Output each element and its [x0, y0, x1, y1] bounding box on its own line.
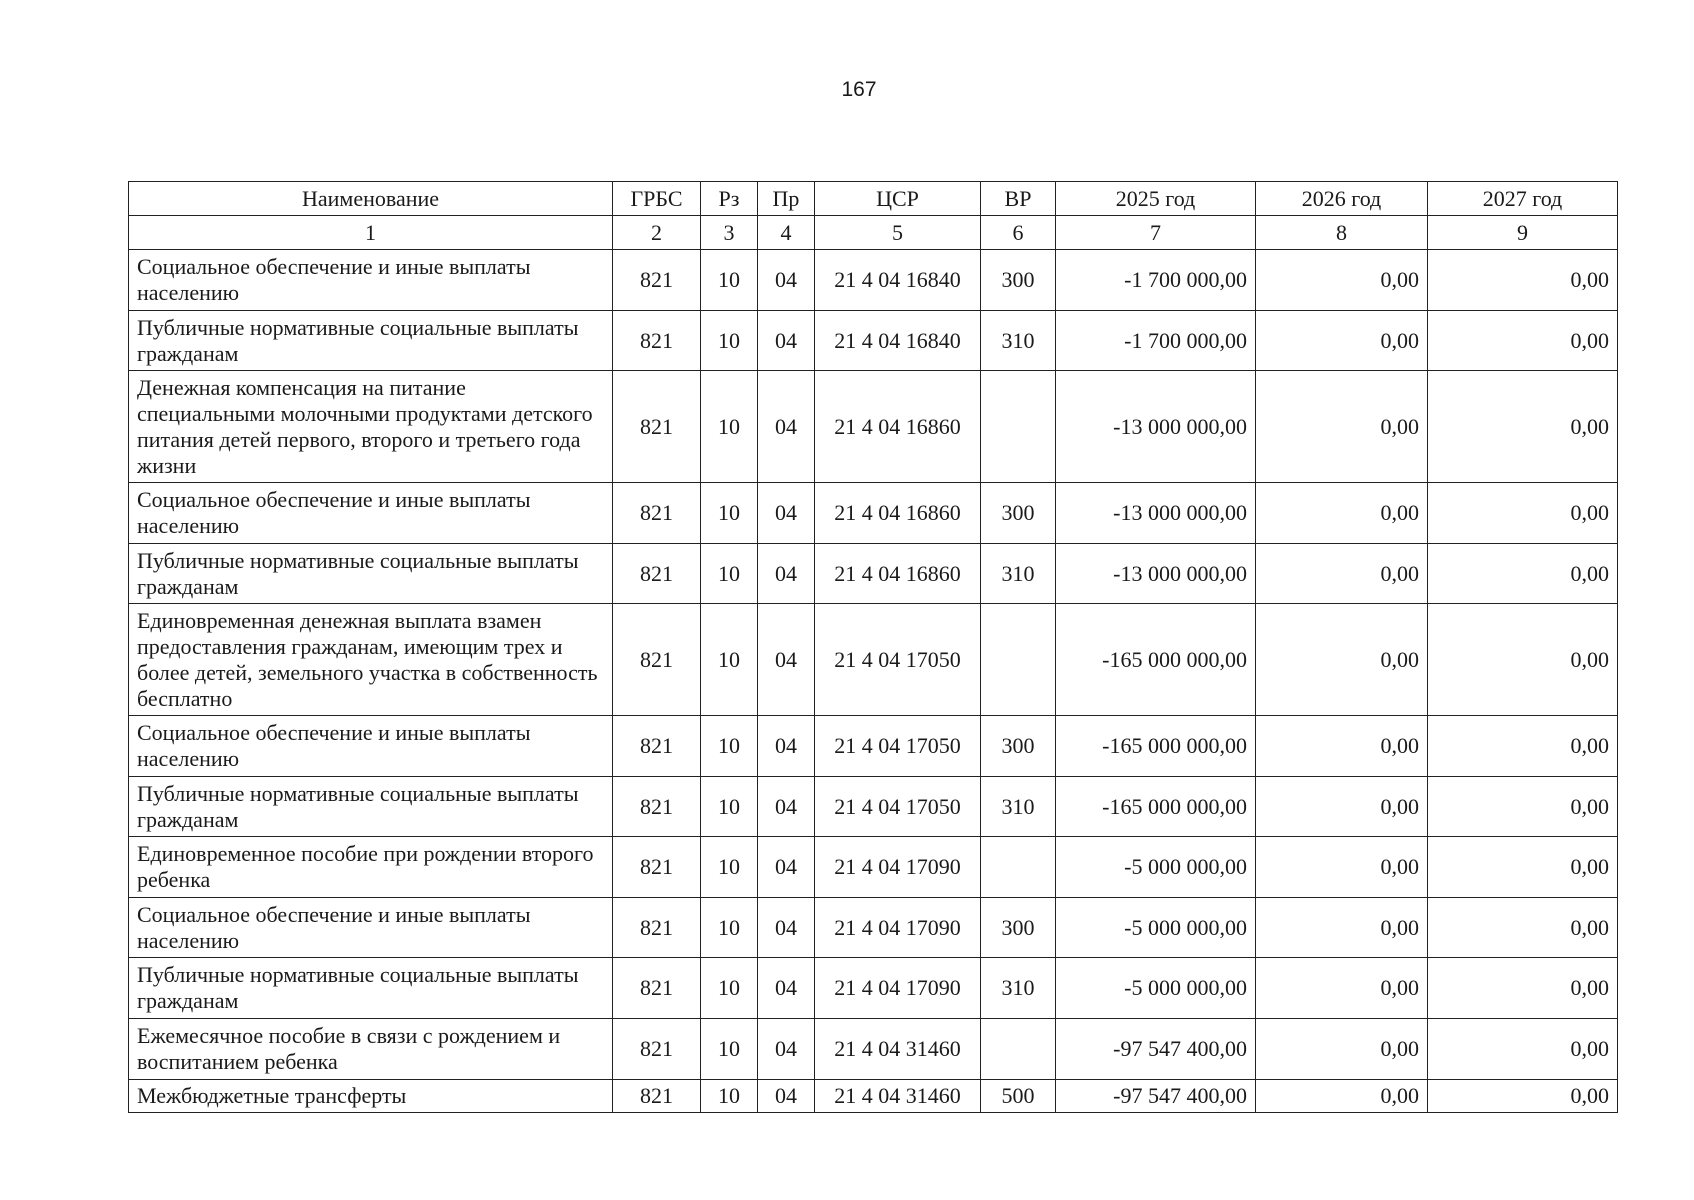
table-row [129, 250, 1618, 311]
table-row [129, 1019, 1618, 1080]
vr-cell: 310 [981, 544, 1056, 604]
table-row [129, 371, 1618, 483]
column-number: 6 [981, 216, 1056, 250]
grbs-cell: 821 [613, 958, 701, 1019]
amount-2027-cell: 0,00 [1428, 898, 1618, 958]
amount-2026-cell: 0,00 [1256, 777, 1428, 837]
grbs-cell: 821 [613, 1019, 701, 1080]
grbs-cell: 821 [613, 483, 701, 544]
header-2027: 2027 год [1428, 182, 1618, 216]
column-number: 7 [1056, 216, 1256, 250]
vr-cell [981, 1019, 1056, 1080]
pr-cell: 04 [758, 483, 815, 544]
grbs-cell: 821 [613, 544, 701, 604]
pr-cell: 04 [758, 1080, 815, 1113]
pr-cell: 04 [758, 777, 815, 837]
pr-cell: 04 [758, 371, 815, 483]
header-rz: Рз [701, 182, 758, 216]
amount-2027-cell: 0,00 [1428, 544, 1618, 604]
amount-2027-cell: 0,00 [1428, 958, 1618, 1019]
row-name-cell: Социальное обеспечение и иные выплаты населению [129, 898, 613, 958]
row-name-cell: Публичные нормативные социальные выплаты гражданам [129, 777, 613, 837]
rz-cell: 10 [701, 483, 758, 544]
amount-2026-cell: 0,00 [1256, 483, 1428, 544]
pr-cell: 04 [758, 1019, 815, 1080]
column-number: 2 [613, 216, 701, 250]
table-row [129, 716, 1618, 777]
amount-2025-cell: -5 000 000,00 [1056, 958, 1256, 1019]
rz-cell: 10 [701, 716, 758, 777]
column-number-row [129, 216, 1618, 250]
rz-cell: 10 [701, 958, 758, 1019]
pr-cell: 04 [758, 837, 815, 898]
amount-2026-cell: 0,00 [1256, 837, 1428, 898]
column-number: 3 [701, 216, 758, 250]
row-name-cell: Социальное обеспечение и иные выплаты населению [129, 483, 613, 544]
header-vr: ВР [981, 182, 1056, 216]
vr-cell: 500 [981, 1080, 1056, 1113]
amount-2027-cell: 0,00 [1428, 716, 1618, 777]
csr-cell: 21 4 04 16840 [815, 250, 981, 311]
vr-cell: 300 [981, 716, 1056, 777]
csr-cell: 21 4 04 16840 [815, 311, 981, 371]
pr-cell: 04 [758, 716, 815, 777]
csr-cell: 21 4 04 17050 [815, 604, 981, 716]
row-name-cell: Социальное обеспечение и иные выплаты населению [129, 250, 613, 311]
amount-2026-cell: 0,00 [1256, 716, 1428, 777]
csr-cell: 21 4 04 17090 [815, 837, 981, 898]
row-name-cell: Публичные нормативные социальные выплаты гражданам [129, 311, 613, 371]
amount-2026-cell: 0,00 [1256, 604, 1428, 716]
amount-2027-cell: 0,00 [1428, 371, 1618, 483]
vr-cell: 300 [981, 250, 1056, 311]
vr-cell: 300 [981, 898, 1056, 958]
table-row [129, 311, 1618, 371]
row-name-cell: Единовременная денежная выплата взамен предоставления гражданам, имеющим трех и более детей, земельного участка в собственность бесплатно [129, 604, 613, 716]
grbs-cell: 821 [613, 777, 701, 837]
amount-2026-cell: 0,00 [1256, 371, 1428, 483]
table-row [129, 1080, 1618, 1113]
amount-2026-cell: 0,00 [1256, 1019, 1428, 1080]
amount-2025-cell: -5 000 000,00 [1056, 898, 1256, 958]
column-number: 4 [758, 216, 815, 250]
amount-2025-cell: -165 000 000,00 [1056, 604, 1256, 716]
header-2025: 2025 год [1056, 182, 1256, 216]
amount-2027-cell: 0,00 [1428, 837, 1618, 898]
grbs-cell: 821 [613, 311, 701, 371]
amount-2026-cell: 0,00 [1256, 1080, 1428, 1113]
amount-2026-cell: 0,00 [1256, 898, 1428, 958]
table-row [129, 837, 1618, 898]
csr-cell: 21 4 04 16860 [815, 544, 981, 604]
amount-2025-cell: -165 000 000,00 [1056, 777, 1256, 837]
amount-2025-cell: -1 700 000,00 [1056, 250, 1256, 311]
amount-2025-cell: -13 000 000,00 [1056, 483, 1256, 544]
vr-cell: 300 [981, 483, 1056, 544]
amount-2027-cell: 0,00 [1428, 1080, 1618, 1113]
vr-cell: 310 [981, 777, 1056, 837]
grbs-cell: 821 [613, 604, 701, 716]
rz-cell: 10 [701, 777, 758, 837]
column-number: 5 [815, 216, 981, 250]
pr-cell: 04 [758, 311, 815, 371]
rz-cell: 10 [701, 250, 758, 311]
table-row [129, 483, 1618, 544]
pr-cell: 04 [758, 544, 815, 604]
grbs-cell: 821 [613, 371, 701, 483]
amount-2025-cell: -165 000 000,00 [1056, 716, 1256, 777]
rz-cell: 10 [701, 544, 758, 604]
rz-cell: 10 [701, 837, 758, 898]
amount-2027-cell: 0,00 [1428, 250, 1618, 311]
amount-2025-cell: -1 700 000,00 [1056, 311, 1256, 371]
vr-cell [981, 837, 1056, 898]
amount-2025-cell: -13 000 000,00 [1056, 371, 1256, 483]
amount-2027-cell: 0,00 [1428, 311, 1618, 371]
grbs-cell: 821 [613, 837, 701, 898]
header-grbs: ГРБС [613, 182, 701, 216]
column-number: 8 [1256, 216, 1428, 250]
header-row [129, 182, 1618, 216]
row-name-cell: Публичные нормативные социальные выплаты гражданам [129, 544, 613, 604]
pr-cell: 04 [758, 604, 815, 716]
grbs-cell: 821 [613, 898, 701, 958]
header-2026: 2026 год [1256, 182, 1428, 216]
rz-cell: 10 [701, 1019, 758, 1080]
grbs-cell: 821 [613, 250, 701, 311]
rz-cell: 10 [701, 371, 758, 483]
header-pr: Пр [758, 182, 815, 216]
pr-cell: 04 [758, 958, 815, 1019]
table-body [129, 250, 1618, 1113]
page-number: 167 [841, 78, 877, 101]
rz-cell: 10 [701, 1080, 758, 1113]
rz-cell: 10 [701, 311, 758, 371]
csr-cell: 21 4 04 16860 [815, 483, 981, 544]
amount-2025-cell: -5 000 000,00 [1056, 837, 1256, 898]
amount-2026-cell: 0,00 [1256, 250, 1428, 311]
amount-2027-cell: 0,00 [1428, 1019, 1618, 1080]
row-name-cell: Денежная компенсация на питание специальными молочными продуктами детского питания детей первого, второго и третьего года жизни [129, 371, 613, 483]
csr-cell: 21 4 04 17090 [815, 898, 981, 958]
pr-cell: 04 [758, 250, 815, 311]
amount-2026-cell: 0,00 [1256, 544, 1428, 604]
vr-cell [981, 604, 1056, 716]
column-number: 9 [1428, 216, 1618, 250]
amount-2027-cell: 0,00 [1428, 777, 1618, 837]
csr-cell: 21 4 04 16860 [815, 371, 981, 483]
amount-2026-cell: 0,00 [1256, 311, 1428, 371]
row-name-cell: Публичные нормативные социальные выплаты гражданам [129, 958, 613, 1019]
csr-cell: 21 4 04 17090 [815, 958, 981, 1019]
row-name-cell: Единовременное пособие при рождении второго ребенка [129, 837, 613, 898]
rz-cell: 10 [701, 898, 758, 958]
grbs-cell: 821 [613, 716, 701, 777]
table-row [129, 604, 1618, 716]
csr-cell: 21 4 04 17050 [815, 716, 981, 777]
grbs-cell: 821 [613, 1080, 701, 1113]
table-row [129, 544, 1618, 604]
vr-cell: 310 [981, 958, 1056, 1019]
vr-cell: 310 [981, 311, 1056, 371]
amount-2025-cell: -97 547 400,00 [1056, 1080, 1256, 1113]
amount-2027-cell: 0,00 [1428, 483, 1618, 544]
pr-cell: 04 [758, 898, 815, 958]
rz-cell: 10 [701, 604, 758, 716]
table-row [129, 958, 1618, 1019]
header-name: Наименование [129, 182, 613, 216]
header-csr: ЦСР [815, 182, 981, 216]
vr-cell [981, 371, 1056, 483]
amount-2026-cell: 0,00 [1256, 958, 1428, 1019]
csr-cell: 21 4 04 31460 [815, 1019, 981, 1080]
amount-2025-cell: -97 547 400,00 [1056, 1019, 1256, 1080]
amount-2027-cell: 0,00 [1428, 604, 1618, 716]
csr-cell: 21 4 04 17050 [815, 777, 981, 837]
amount-2025-cell: -13 000 000,00 [1056, 544, 1256, 604]
table-row [129, 898, 1618, 958]
table-row [129, 777, 1618, 837]
budget-table [128, 181, 1618, 1113]
row-name-cell: Социальное обеспечение и иные выплаты населению [129, 716, 613, 777]
column-number: 1 [129, 216, 613, 250]
row-name-cell: Ежемесячное пособие в связи с рождением и воспитанием ребенка [129, 1019, 613, 1080]
row-name-cell: Межбюджетные трансферты [129, 1080, 613, 1113]
csr-cell: 21 4 04 31460 [815, 1080, 981, 1113]
